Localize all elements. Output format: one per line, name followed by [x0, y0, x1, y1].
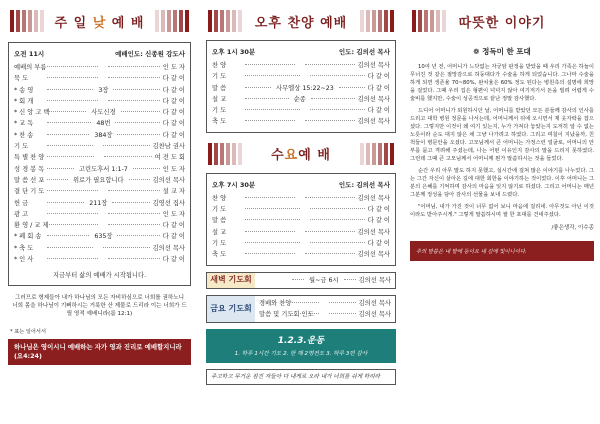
leader-dots: [47, 247, 93, 248]
sunday-column: [8, 8, 191, 365]
leader-dots: [121, 111, 160, 112]
run-campaign-title: 1.2.3.운동: [277, 336, 325, 347]
order-label: 기 도: [212, 107, 227, 115]
order-person: 다 같 이: [367, 73, 391, 81]
banner-stripes-right: [155, 10, 189, 32]
wednesday-order-box: [206, 173, 396, 266]
verse-banner: 하나님은 영이시니 예배하는 자가 영과 진리로 예배할지니라 (요4:24): [8, 339, 191, 365]
order-row: [14, 62, 185, 73]
leader-dots: [47, 202, 84, 203]
order-row: [212, 94, 390, 105]
leader-dots: [310, 208, 365, 209]
run-campaign-items: 1. 하루 1시간 기도 2. 한 해 2명전도 3. 하루 3번 감사: [234, 351, 368, 358]
story-banner: [410, 8, 594, 34]
leader-dots: [47, 100, 98, 101]
order-person: 다 같 이: [367, 84, 391, 92]
leader-dots: [339, 87, 365, 88]
order-row: [14, 130, 185, 141]
order-label: 설 교: [212, 95, 227, 103]
order-detail: 384장: [94, 131, 113, 139]
leader-dots: [47, 235, 89, 236]
order-person: 다 같 이: [162, 120, 185, 128]
order-row: [14, 107, 185, 118]
order-label: * 송 영: [14, 86, 34, 94]
order-person: 다 같 이: [162, 222, 186, 230]
leader-dots: [47, 190, 98, 191]
leader-dots: [47, 213, 98, 214]
order-row: [14, 73, 185, 84]
banner-stripes-left: [208, 10, 242, 32]
order-row: [14, 254, 185, 265]
leader-dots: [344, 279, 356, 280]
story-heading: ❁ 정독미 한 포대: [473, 47, 531, 56]
dawn-prayer-tag: 새벽 기도회: [207, 273, 255, 288]
order-label: * 회 개: [14, 97, 34, 105]
order-row: [259, 298, 391, 309]
leader-dots: [305, 64, 355, 65]
order-row: [14, 175, 185, 186]
order-person: 김의선 목사: [357, 95, 390, 103]
order-detail: 48번: [96, 120, 111, 128]
order-row: [212, 105, 390, 116]
order-person: 김의선 목사: [357, 118, 391, 126]
order-label: 찬 양: [212, 194, 227, 202]
leader-dots: [47, 224, 98, 225]
leader-dots: [47, 111, 86, 112]
order-person: 다 같 이: [367, 206, 391, 214]
order-label: 말 씀 선 포: [14, 176, 45, 184]
order-label: 말 씀: [212, 217, 227, 225]
leader-dots: [108, 77, 159, 78]
leader-dots: [115, 122, 159, 123]
order-row: [14, 85, 185, 96]
story-footer-verse: 주의 말씀은 내 발에 등이요 내 길에 빛이니이다.: [410, 241, 594, 261]
sunday-order-box: [8, 42, 191, 286]
sunday-note: 그러므로 형제들아 내가 하나님의 모든 자비하심으로 너희를 권하노니 너희 몸을 하나님이 기뻐하시는 거룩한 산 제물로 드리라 이는 너희가 드릴 영적 예배니라(롬 12:1): [12, 295, 187, 318]
leader-dots: [245, 242, 300, 243]
leader-dots: [113, 89, 159, 90]
afternoon-header: [212, 44, 390, 60]
order-row: [212, 215, 390, 226]
order-row: [14, 231, 185, 242]
leader-dots: [311, 98, 355, 99]
order-label: 성 경 봉 독: [14, 165, 45, 173]
leader-dots: [47, 89, 93, 90]
leader-dots: [117, 235, 159, 236]
order-label: * 찬 송: [14, 131, 34, 139]
order-row: [14, 198, 185, 209]
order-person: 다 같 이: [162, 233, 185, 241]
order-label: 기 도: [14, 143, 29, 151]
banner-stripes-left: [208, 143, 242, 165]
order-label: * 인 사: [14, 256, 34, 264]
story-paragraph: 10여 년 전, 어머니가 느닷없는 자궁암 판정을 받았을 때 우리 가족은 하늘이 무너진 것 같은 절망감으로 허둥대다가 수술을 하게 되었습니다. 그나마 수술을 하게 되면 생존율 70~80%, 완치율은 60% 정도 된다는 병원측의 설명에 희망을 걸었다. 그때 우리 집은 형편이 넉넉지 않아 여기저기서 돈을 빌려 어렵게 수술비를 했지만, 수술이 성공적으로 끝난 정말 감사했다.: [410, 64, 594, 102]
order-detail: 3장: [98, 86, 109, 94]
afternoon-order-box: [206, 40, 396, 133]
leader-dots: [310, 219, 365, 220]
leader-dots: [310, 75, 365, 76]
order-person: 설 교 자: [162, 188, 186, 196]
leader-dots: [305, 253, 355, 254]
leader-dots: [112, 202, 149, 203]
order-person: 다 같 이: [162, 256, 186, 264]
order-person: 김영선 집사: [152, 199, 185, 207]
afternoon-leader: 인도: 김의선 목사: [338, 48, 390, 56]
leader-dots: [103, 145, 149, 146]
leader-dots: [133, 168, 160, 169]
leader-dots: [292, 302, 319, 303]
order-row: [212, 116, 390, 127]
leader-dots: [103, 247, 149, 248]
order-person: 다 같 이: [162, 109, 186, 117]
order-person: 다 같 이: [162, 97, 186, 105]
order-label: 경배와 찬양: [259, 299, 292, 307]
leader-dots: [47, 258, 98, 259]
order-row: [14, 96, 185, 107]
banner-stripes-right: [360, 10, 394, 32]
banner-stripes-left: [10, 10, 44, 32]
order-row: [14, 152, 185, 163]
story-body: [410, 63, 594, 219]
sunday-header: [14, 46, 185, 62]
banner-stripes-left: [412, 10, 446, 32]
leader-dots: [104, 156, 151, 157]
order-row: [212, 71, 390, 82]
order-detail: 635장: [94, 233, 113, 241]
leader-dots: [245, 253, 295, 254]
wednesday-time: 오후 7시 30분: [212, 180, 256, 189]
order-row: [14, 209, 185, 220]
wednesday-leader: 인도: 김의선 목사: [338, 180, 390, 189]
order-person: 인 도 자: [162, 210, 186, 218]
order-row: [14, 164, 185, 175]
order-person: 김의선 목사: [357, 251, 391, 259]
order-person: 다 같 이: [162, 131, 185, 139]
sunday-rows: [14, 62, 185, 265]
leader-dots: [47, 145, 93, 146]
order-label: 결 단 기 도: [14, 188, 45, 196]
sunday-closing: 지금부터 삶의 예배가 시작됩니다.: [52, 272, 147, 280]
order-label: 특 별 찬 양: [14, 154, 45, 162]
sunday-leader: 예배인도: 신종원 강도사: [115, 50, 185, 58]
order-person: 김의선 목사: [357, 228, 391, 236]
order-label: 찬 양: [212, 62, 227, 69]
order-label: 설 교: [212, 228, 227, 236]
order-person: 다 같 이: [162, 75, 186, 83]
midweek-column: [206, 8, 396, 385]
friday-prayer-box: [206, 295, 396, 324]
dawn-rows: [255, 273, 395, 288]
leader-dots: [47, 179, 68, 180]
order-row: [14, 243, 185, 254]
order-detail: 211장: [89, 199, 108, 207]
order-row: [212, 83, 390, 94]
order-person: 다 같 이: [367, 239, 391, 247]
order-label: * 축 도: [14, 244, 34, 252]
leader-dots: [129, 179, 150, 180]
order-person: 김의선 목사: [358, 311, 392, 319]
dawn-prayer-box: [206, 272, 396, 289]
leader-dots: [310, 109, 365, 110]
order-person: 김찬남 권사: [152, 143, 186, 151]
wednesday-banner: [206, 141, 396, 167]
leader-dots: [47, 66, 98, 67]
order-label: 기 도: [212, 239, 227, 247]
order-label: 기 도: [212, 206, 227, 214]
order-row: [212, 60, 390, 71]
order-person: 김의선 목사: [357, 194, 391, 202]
leader-dots: [47, 134, 89, 135]
leader-dots: [245, 208, 300, 209]
leader-dots: [329, 313, 356, 314]
order-row: [14, 141, 185, 152]
leader-dots: [108, 190, 159, 191]
leader-dots: [47, 168, 74, 169]
order-row: [14, 118, 185, 129]
order-label: * 신 앙 고 백: [14, 109, 50, 117]
order-row: [259, 309, 391, 320]
order-person: 다 같 이: [367, 217, 391, 225]
leader-dots: [108, 213, 159, 214]
leader-dots: [292, 279, 304, 280]
order-detail: 순종: [293, 95, 306, 103]
leader-dots: [245, 87, 271, 88]
leader-dots: [47, 77, 98, 78]
order-detail: 사도신경: [91, 109, 116, 117]
leader-dots: [117, 134, 159, 135]
standing-footnote: * 표는 일어서서: [10, 329, 46, 336]
order-row: [212, 193, 390, 204]
leader-dots: [245, 120, 295, 121]
order-detail: 위로가 필요합니다: [72, 176, 124, 184]
order-label: 축 도: [212, 251, 227, 259]
leader-dots: [47, 122, 91, 123]
leader-dots: [245, 197, 295, 198]
leader-dots: [47, 156, 94, 157]
order-detail: 월~금 6시: [309, 276, 339, 284]
story-banner-title: 따뜻한 이야기: [455, 12, 550, 31]
order-row: [212, 227, 390, 238]
order-person: 김의선 목사: [152, 244, 186, 252]
leader-dots: [245, 64, 295, 65]
order-detail: 사무엘상 15:22~23: [275, 84, 334, 92]
leader-dots: [108, 66, 159, 67]
gear-icon: ❁: [473, 47, 480, 56]
leader-dots: [329, 302, 356, 303]
order-row: [212, 204, 390, 215]
order-label: 광 고: [14, 210, 29, 218]
leader-dots: [305, 120, 355, 121]
leader-dots: [108, 100, 159, 101]
afternoon-banner: [206, 8, 396, 34]
order-person: 인 도 자: [162, 64, 186, 71]
order-label: 기 도: [212, 73, 227, 81]
leader-dots: [305, 231, 355, 232]
order-label: 묵 도: [14, 75, 29, 83]
sunday-banner: [8, 8, 191, 34]
order-person: 김의선 목사: [358, 276, 391, 284]
run-campaign-box: [206, 329, 396, 363]
afternoon-rows: [212, 60, 390, 128]
order-row: [14, 220, 185, 231]
order-label: 말 씀: [212, 84, 227, 92]
story-paragraph: 순간 우리 아무 말도 하지 못했고, 실시간에 걸쳐 많은 이야기를 나누었다. 그는 그간 자신이 살아온 길에 대한 회한을 이야기하는 것이었다. 이후 어머니는 그분의 은혜를 기억하며 감사의 마음을 잊지 않기로 하셨다. 그리고 어머니는 매년 그분께 정성을 담아 감사의 선물을 보내 드렸다.: [410, 168, 594, 198]
leader-dots: [108, 224, 159, 225]
leader-dots: [310, 242, 365, 243]
order-person: 다 같 이: [162, 86, 186, 94]
friday-prayer-tag: 금요 기도회: [207, 296, 255, 323]
order-label: * 폐 회 송: [14, 233, 42, 241]
leader-dots: [245, 98, 289, 99]
story-source: /좋은생각, 이수종: [551, 225, 594, 231]
leader-dots: [245, 109, 300, 110]
sunday-title: 주 일 낮 예 배: [51, 12, 149, 31]
order-row: [14, 186, 185, 197]
wednesday-header: [212, 177, 390, 193]
wednesday-rows: [212, 193, 390, 261]
sunday-time: 오전 11시: [14, 50, 45, 58]
order-label: 환 영 / 교 제: [14, 222, 49, 230]
afternoon-time: 오후 1시 30분: [212, 48, 256, 56]
order-person: 여 전 도 회: [154, 154, 185, 162]
order-label: * 교 독: [14, 120, 34, 128]
order-person: 김의선 목사: [152, 176, 185, 184]
story-paragraph: 드디어 어머니가 퇴원하시던 날, 어머니를 받았던 모든 분들께 감사의 인사를 드리고 대학 병원 정문을 나서는데, 어머니께서 뒤에 오시면서 제 옷자락을 잡으셨다. 그렇지만 이것이 왜 여기 있는지, 누가 가져다 놓았는지 도저히 알 수 없는 노릇이라 순도 대지 않은 채 그냥 나가려고 하였다. 그리고 며칠이 지났을까, 친척들이 병문안을 오셨다. 고모님께서 큰 어머니는 가정스런 얼굴로, 어머니의 안부를 묻고 격려해 주셨는데, 나는 어떤 이유인지 감사의 말을 드리지 못하였다. 그런데 그때 큰 고모님께서 어머니께 뭔가 말씀하시는 것을 들었다.: [410, 108, 594, 162]
story-paragraph: "어머님, 내가 가진 것이 너무 없어 보니 마음에 걸리네. 아무것도 아닌 이것이라도 받아주시게." 그렇게 말씀하시며 쌀 한 포대를 건네주셨다.: [410, 204, 594, 218]
leader-dots: [292, 313, 319, 314]
order-row: [259, 275, 391, 286]
order-label: 축 도: [212, 118, 227, 126]
order-label: 헌 금: [14, 199, 29, 207]
story-column: [410, 8, 594, 261]
quote-box: 주고하고 무거운 짐진 자들아 다 내게로 오라 내가 너희를 쉬게 하리라: [206, 369, 396, 385]
order-label: 예배의 부름: [14, 64, 47, 71]
order-person: 인 도 자: [162, 165, 185, 173]
leader-dots: [245, 75, 300, 76]
afternoon-title: 오후 찬양 예배: [251, 12, 351, 31]
order-row: [212, 238, 390, 249]
order-label: 말씀 및 기도회 인도: [259, 311, 314, 319]
order-person: 김의선 목사: [357, 62, 391, 69]
order-detail: 고린도후서 1:1-7: [78, 165, 128, 173]
leader-dots: [305, 197, 355, 198]
order-person: 김의선 목사: [358, 299, 392, 307]
order-row: [212, 249, 390, 260]
leader-dots: [245, 219, 300, 220]
wednesday-title: 수요예 배: [267, 144, 335, 163]
leader-dots: [108, 258, 159, 259]
leader-dots: [245, 231, 295, 232]
order-person: 다 같 이: [367, 107, 391, 115]
banner-stripes-right: [360, 143, 394, 165]
friday-rows: [255, 296, 395, 323]
